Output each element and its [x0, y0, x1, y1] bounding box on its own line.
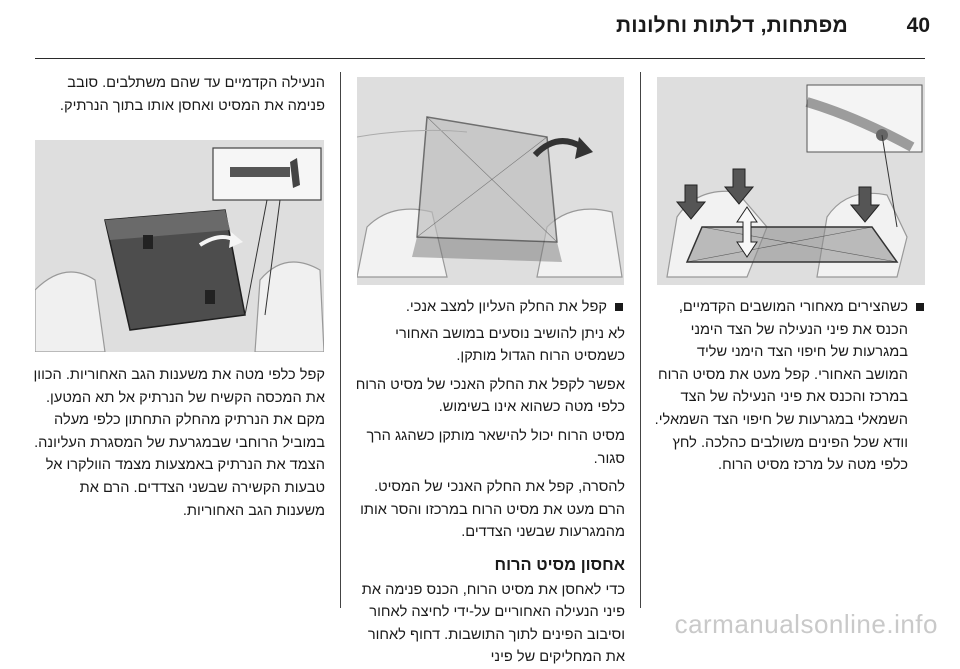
header-divider — [35, 58, 925, 59]
fold-down-note: אפשר לקפל את החלק האנכי של מסיט הרוח כלפי מטה כשהוא אינו בשימוש. — [355, 376, 625, 416]
removal-instructions: להסרה, קפל את החלק האנכי של המסיט. הרם מעט את מסיט הרוח במרכזו והסר אותו מהמגרעות שבשני הצדדים. — [360, 479, 625, 541]
storage-continued: הנעילה הקדמיים עד שהם משתלבים. סובב פנימה את המסיט ואחסן אותו בתוך הנרתיק. — [59, 75, 325, 114]
left-column-top-text — [33, 72, 325, 117]
storage-heading: אחסון מסיט הרוח — [494, 555, 625, 574]
upper-part-fold-figure — [357, 77, 624, 285]
storage-instructions: כדי לאחסן את מסיט הרוח, הכנס פנימה את פיני הנעילה האחוריים על-ידי לחיצה לאחור וסיבוב הפינים לתוך התושבות. דחוף לאחור את המחליקים של פיני — [361, 581, 625, 666]
column-divider-left — [340, 72, 341, 608]
bag-instructions: קפל כלפי מטה את משענות הגב האחוריות. הכוון את המכסה הקשיח של הנרתיק אל תא המטען. מקם את הנרתיק מהחלק התחתון כלפי מעלה במוביל הרוחבי שבמגרעת של המסגרת העליונה. הצמד את הנרתיק באמצעות מצמד הוולקרו אל טבעות הקשירה שבשני הצדדים. הרם את משענות הגב האחוריות. — [33, 367, 325, 519]
rear-seat-warning: לא ניתן להושיב נוסעים במושב האחורי כשמסיט הרוח הגדול מותקן. — [395, 325, 625, 365]
bullet-square-icon — [916, 303, 924, 311]
fold-upper-bullet-text: קפל את החלק העליון למצב אנכי. — [405, 299, 607, 315]
right-column-text — [654, 296, 926, 477]
page-title: מפתחות, דלתות וחלונות — [616, 14, 848, 37]
column-divider-right — [640, 72, 641, 608]
bullet-square-icon — [615, 303, 623, 311]
install-bullet-text: כשהצירים מאחורי המושבים הקדמיים, הכנס את פיני הנעילה של הצד הימני במגרעות של חיפוי הצד הימני שליד המושב האחורי. קפל מעט את מסיט הרוח במרכז והכנס את פיני הנעילה של הצד השמאלי במגרעות של חיפוי הצד השמאלי. וודא שכל הפינים משולבים כהלכה. לחץ כלפי מטה על מרכז מסיט הרוח. — [654, 299, 908, 474]
soft-top-note: מסיט הרוח יכול להישאר מותקן כשהגג הרך סגור. — [366, 427, 625, 467]
site-watermark: carmanualsonline.info — [674, 609, 938, 639]
install-bullet — [654, 296, 926, 477]
page-number: 40 — [906, 14, 930, 37]
fold-upper-bullet — [355, 296, 625, 319]
wind-deflector-install-figure — [657, 77, 925, 285]
left-column-bottom-text — [33, 364, 325, 522]
middle-column-text — [355, 296, 625, 669]
deflector-storage-bag-figure — [35, 140, 324, 352]
